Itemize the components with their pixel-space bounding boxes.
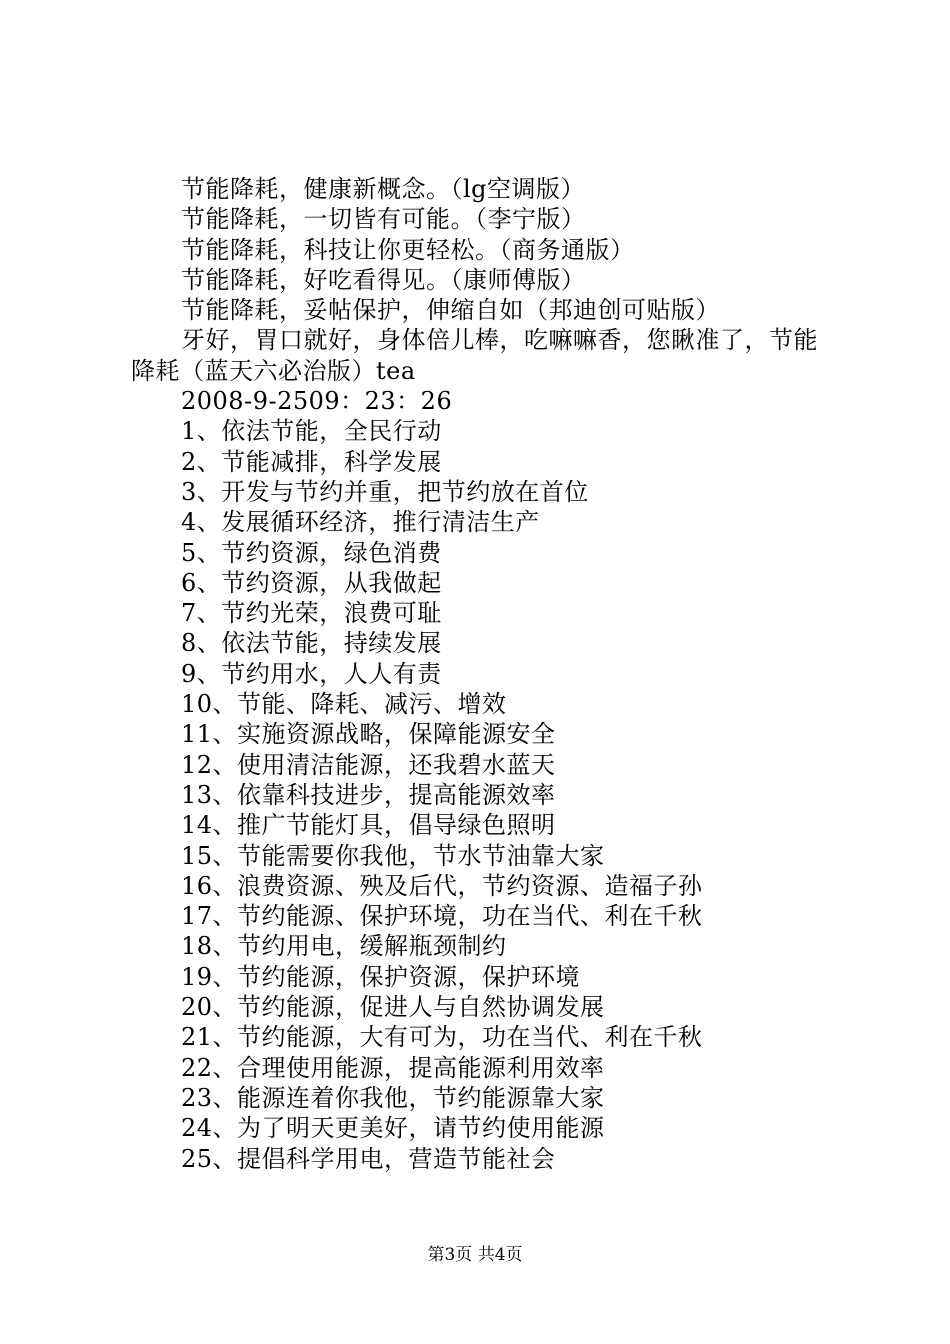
text-line: 节能降耗，好吃看得见。（康师傅版） xyxy=(181,265,586,294)
list-item: 15、节能需要你我他，节水节油靠大家 xyxy=(181,841,605,870)
text-paragraph: 牙好，胃口就好，身体倍儿棒，吃嘛嘛香，您瞅准了，节能降耗（蓝天六必治版）tea xyxy=(131,326,818,385)
document-body xyxy=(131,174,836,1174)
text-line: 节能降耗，妥帖保护，伸缩自如（邦迪创可贴版） xyxy=(181,296,720,325)
page-number-footer: 第3页 共4页 xyxy=(427,1245,523,1265)
timestamp: 2008-9-2509：23：26 xyxy=(181,387,453,416)
list-item: 16、浪费资源、殃及后代，节约资源、造福子孙 xyxy=(181,871,703,900)
list-item: 21、节约能源，大有可为，功在当代、利在千秋 xyxy=(181,1023,703,1052)
list-item: 3、开发与节约并重，把节约放在首位 xyxy=(181,477,589,506)
list-item: 7、节约光荣，浪费可耻 xyxy=(181,599,442,628)
list-item: 24、为了明天更美好，请节约使用能源 xyxy=(181,1114,605,1143)
list-item: 6、节约资源，从我做起 xyxy=(181,568,442,597)
slogan-list xyxy=(131,416,836,1173)
list-item: 4、发展循环经济，推行清洁生产 xyxy=(181,508,540,537)
text-line: 节能降耗，一切皆有可能。（李宁版） xyxy=(181,205,586,234)
list-item: 10、节能、降耗、减污、增效 xyxy=(181,690,507,719)
list-item: 18、节约用电，缓解瓶颈制约 xyxy=(181,932,507,961)
list-item: 12、使用清洁能源，还我碧水蓝天 xyxy=(181,750,556,779)
list-item: 25、提倡科学用电，营造节能社会 xyxy=(181,1144,556,1173)
list-item: 5、节约资源，绿色消费 xyxy=(181,538,442,567)
text-line: 节能降耗，科技让你更轻松。（商务通版） xyxy=(181,235,635,264)
list-item: 22、合理使用能源，提高能源利用效率 xyxy=(181,1053,605,1082)
list-item: 8、依法节能，持续发展 xyxy=(181,629,442,658)
text-line: 节能降耗，健康新概念。（lg空调版） xyxy=(181,175,586,203)
list-item: 9、节约用水，人人有责 xyxy=(181,659,442,688)
list-item: 20、节约能源，促进人与自然协调发展 xyxy=(181,993,605,1022)
list-item: 14、推广节能灯具，倡导绿色照明 xyxy=(181,811,556,840)
list-item: 19、节约能源，保护资源，保护环境 xyxy=(181,962,581,991)
list-item: 23、能源连着你我他，节约能源靠大家 xyxy=(181,1083,605,1112)
list-item: 17、节约能源、保护环境，功在当代、利在千秋 xyxy=(181,902,703,931)
list-item: 13、依靠科技进步，提高能源效率 xyxy=(181,780,556,809)
list-item: 1、依法节能，全民行动 xyxy=(181,417,442,446)
list-item: 2、节能减排，科学发展 xyxy=(181,447,442,476)
list-item: 11、实施资源战略，保障能源安全 xyxy=(181,720,556,749)
